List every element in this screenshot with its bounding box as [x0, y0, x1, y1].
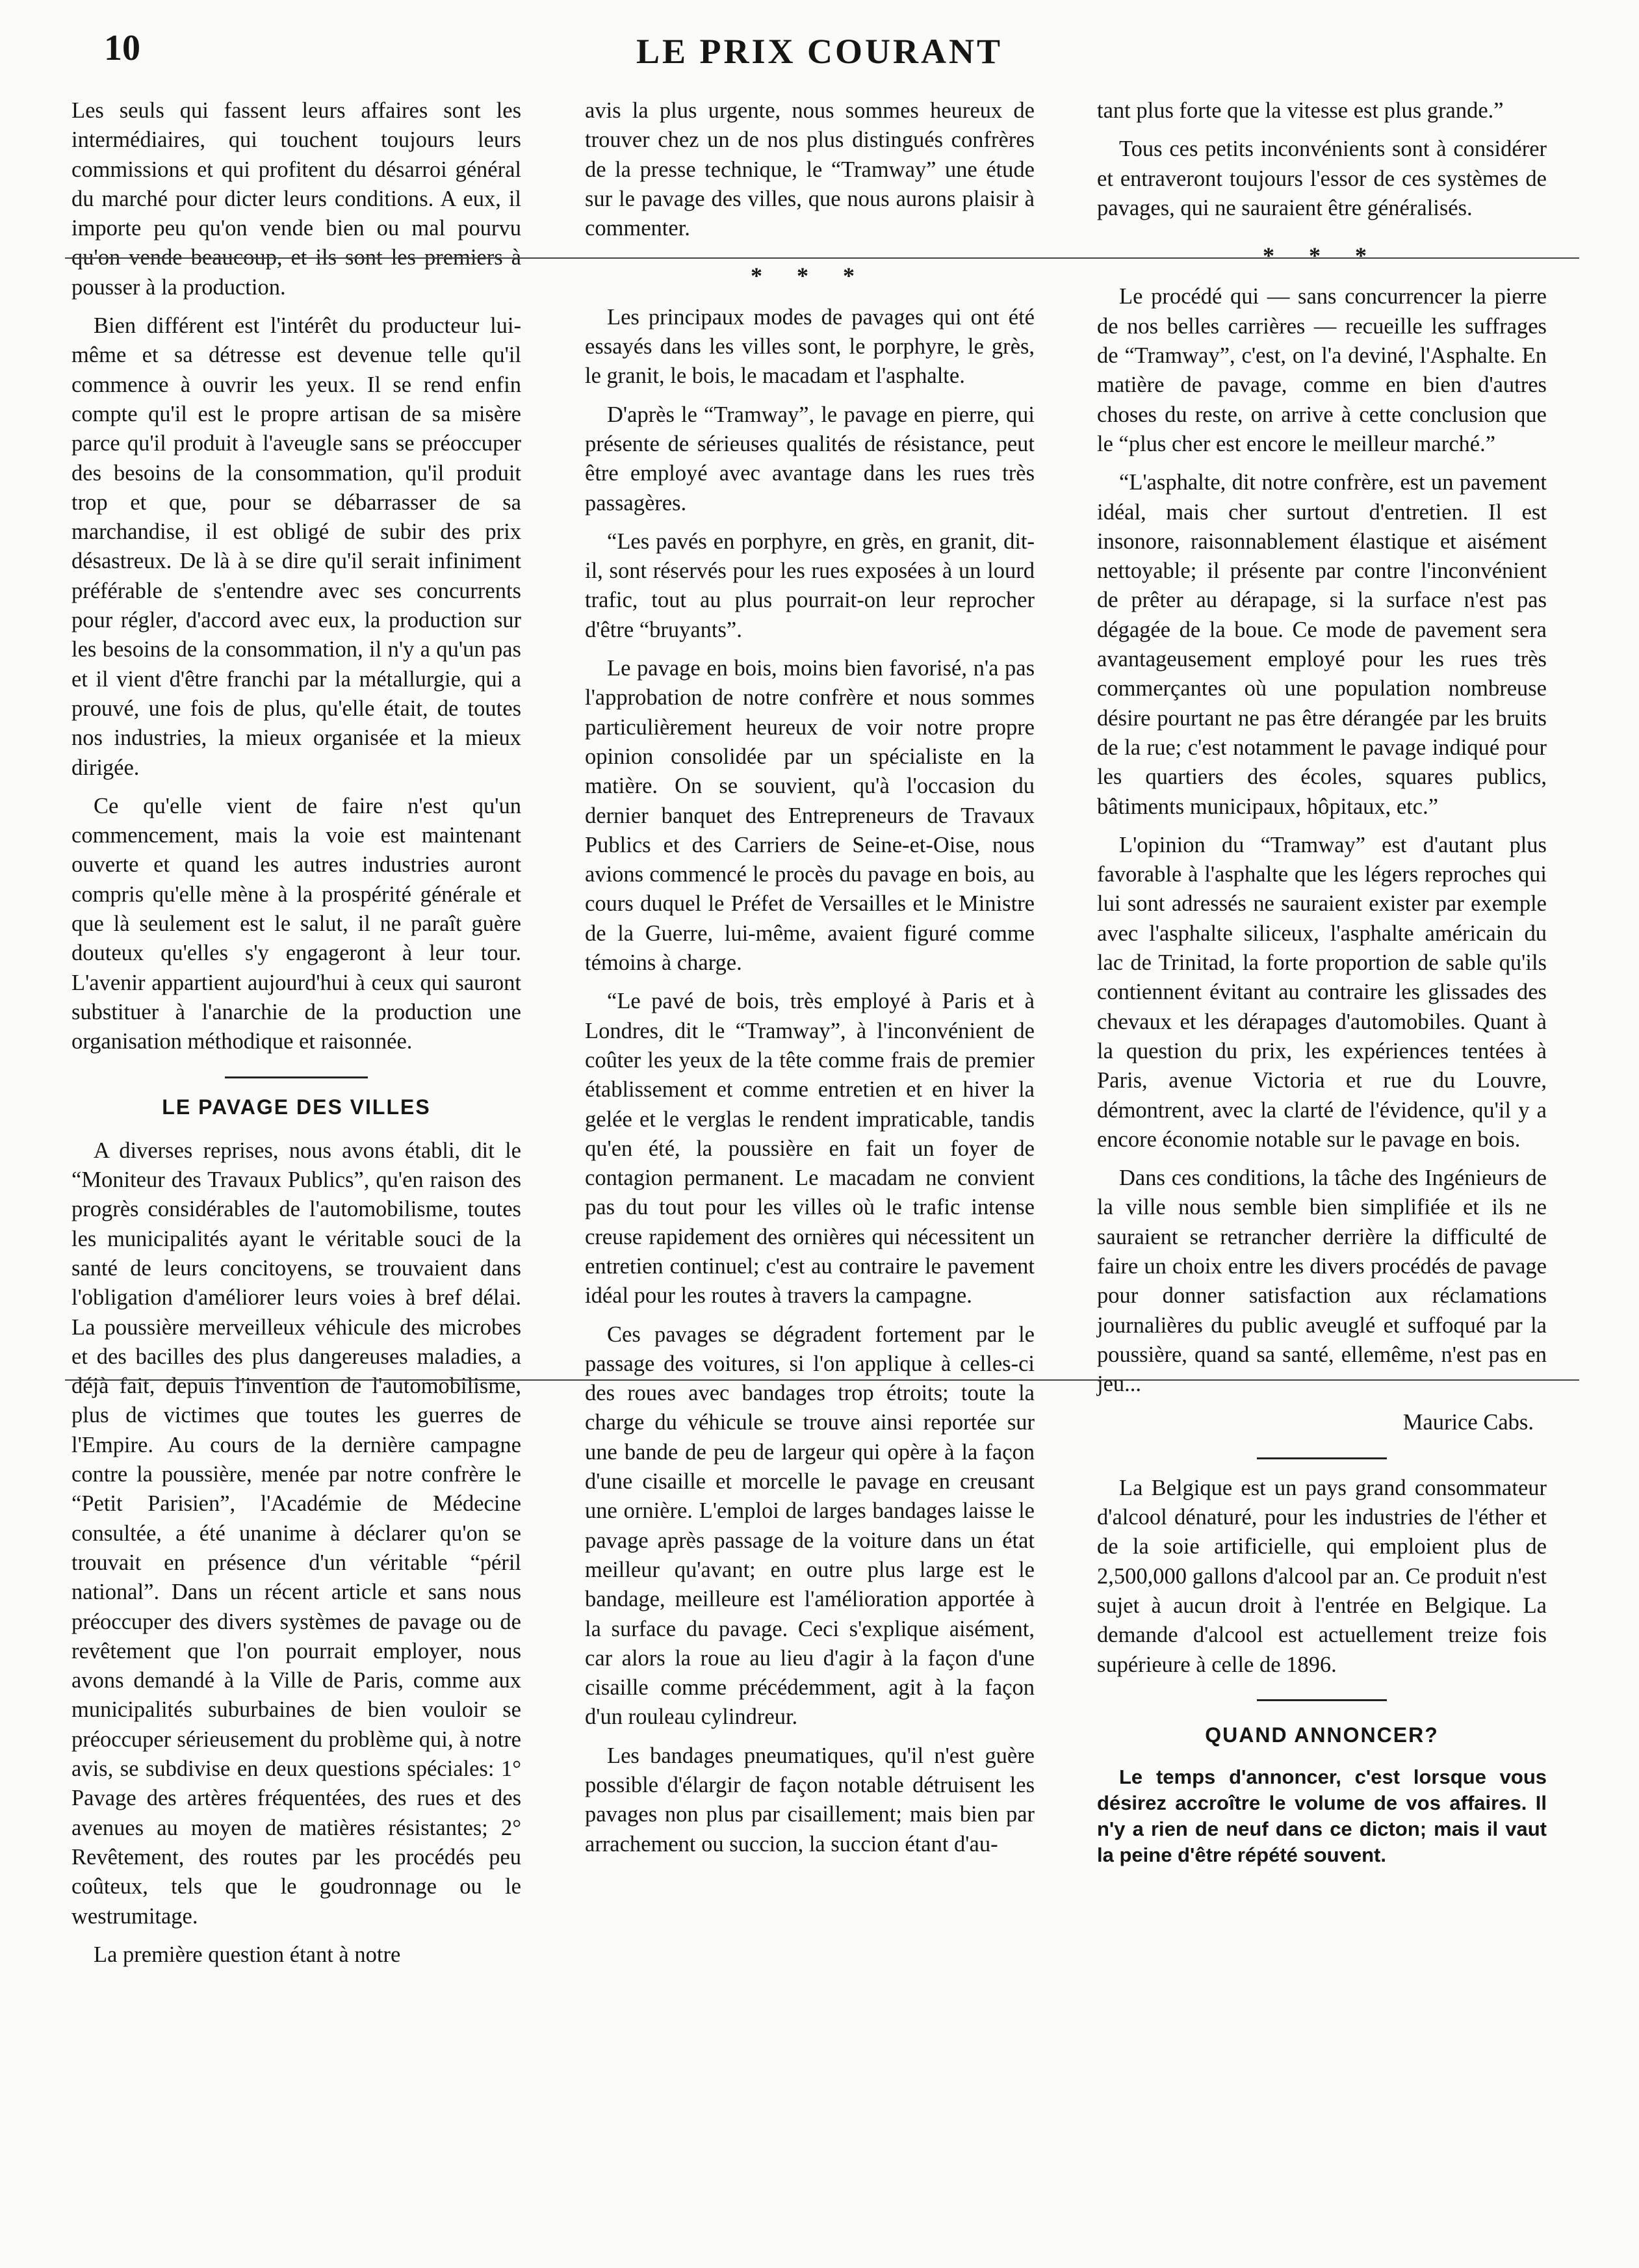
- page-number: 10: [104, 28, 140, 68]
- paragraph: Bien différent est l'intérêt du producteur lui-même et sa détresse est devenue telle qu'il commence à ouvrir les yeux. Il se rend enfin compte qu'il est le propre artisan de sa misère parce qu'il produit à l'aveugle sans se préoccuper des besoins de la consommation, qu'il produit trop et que, pour se débarrasser de sa marchandise, il est obligé de subir des prix désastreux. De là à se dire qu'il serait infiniment préférable de s'entendre avec ses concurrents pour régler, d'accord avec eux, la production sur les besoins de la consommation, il n'y a qu'un pas et il vient d'être franchi par la métallurgie, qui a prouvé, une fois de plus, qu'elle était, de toutes nos industries, la mieux organisée et la mieux dirigée.: [71, 313, 521, 780]
- section-stars: * * *: [1263, 242, 1381, 269]
- paragraph: tant plus forte que la vitesse est plus grande.”: [1097, 98, 1504, 123]
- section-divider: [1257, 1699, 1387, 1701]
- running-head: LE PRIX COURANT: [636, 32, 1003, 71]
- paragraph: La Belgique est un pays grand consommateur d'alcool dénaturé, pour les industries de l'éther et de la soie artificielle, qui emploient plus de 2,500,000 gallons d'alcool par an. Ce produit n'est sujet à aucun droit à l'entrée en Belgique. La demande d'alcool est actuellement treize fois supérieure à celle de 1896.: [1097, 1475, 1547, 1677]
- paragraph: “Le pavé de bois, très employé à Paris et à Londres, dit le “Tramway”, à l'inconvénient de coûter les yeux de la tête comme frais de premier établissement et comme entretien et en hiver la gelée et le verglas le rendent impraticable, tandis qu'en été, la poussière en fait un foyer de contagion permanent. Le macadam ne convient pas du tout pour les villes où le trafic intense creuse rapidement des ornières qui nécessitent un entretien continuel; c'est au contraire le pavement idéal pour les routes à travers la campagne.: [585, 989, 1035, 1309]
- section-divider: [1257, 1457, 1387, 1459]
- paragraph: Les bandages pneumatiques, qu'il n'est guère possible d'élargir de façon notable détruisent les pavages non plus par cisaillement; mais bien par arrachement ou succion, la succion étant d'au-: [585, 1743, 1035, 1857]
- paragraph: “Les pavés en porphyre, en grès, en granit, dit-il, sont réservés pour les rues exposées à un lourd trafic, tout au plus pourrait-on leur reprocher d'être “bruyants”.: [585, 528, 1035, 642]
- author-signature: Maurice Cabs.: [1402, 1410, 1534, 1435]
- paragraph: D'après le “Tramway”, le pavage en pierre, qui présente de sérieuses qualités de résistance, peut être employé avec avantage dans les rues très passagères.: [585, 402, 1035, 515]
- paragraph: Le procédé qui — sans concurrencer la pierre de nos belles carrières — recueille les suffrages de “Tramway”, c'est, on l'a deviné, l'Asphalte. En matière de pavage, comme en bien d'autres choses du reste, on arrive à cette conclusion que le “plus cher est encore le meilleur marché.”: [1097, 284, 1547, 456]
- paragraph: Dans ces conditions, la tâche des Ingénieurs de la ville nous semble bien simplifiée et ils ne sauraient se retrancher derrière la difficulté de faire un choix entre les divers procédés de pavage pour donner satisfaction aux réclamations journalières du public aveuglé et suffoqué par la poussière, quand sa santé, ellemême, n'est pas en jeu...: [1097, 1166, 1547, 1397]
- ad-title: QUAND ANNONCER?: [1205, 1723, 1439, 1747]
- column-1: [71, 96, 521, 1979]
- column-2: [585, 96, 1035, 1868]
- column-3: [1097, 96, 1547, 1877]
- section-title: LE PAVAGE DES VILLES: [162, 1095, 431, 1119]
- paragraph: Ce qu'elle vient de faire n'est qu'un commencement, mais la voie est maintenant ouverte et quand les autres industries auront compris qu'elle mène à la prospérité générale et que là seulement est le salut, il ne paraît guère douteux qu'elles s'y engageront à leur tour. L'avenir appartient aujourd'hui à ceux qui sauront substituer à l'anarchie de la production une organisation méthodique et raisonnée.: [71, 793, 521, 1054]
- paragraph: La première question étant à notre: [94, 1942, 401, 1967]
- paragraph: Les principaux modes de pavages qui ont été essayés dans les villes sont, le porphyre, le grès, le granit, le bois, le macadam et l'asphalte.: [585, 304, 1035, 389]
- section-stars: * * *: [751, 263, 869, 289]
- section-divider: [225, 1076, 368, 1078]
- paragraph: Tous ces petits inconvénients sont à considérer et entraveront toujours l'essor de ces systèmes de pavages, qui ne sauraient être généralisés.: [1097, 137, 1547, 220]
- fold-line: [65, 1379, 1579, 1381]
- paragraph: A diverses reprises, nous avons établi, dit le “Moniteur des Travaux Publics”, qu'en raison des progrès considérables de l'automobilisme, toutes les municipalités ayant le véritable souci de la santé de leurs concitoyens, se trouvaient dans l'obligation d'améliorer leurs voies à bref délai. La poussière merveilleux véhicule des microbes et des bacilles des plus dangereuses maladies, a déjà fait, depuis l'invention de l'automobilisme, plus de victimes que toutes les guerres de l'Empire. Au cours de la dernière campagne contre la poussière, menée par notre confrère le “Petit Parisien”, l'Académie de Médecine consultée, a été unanime à déclarer qu'on se trouvait en présence d'un véritable “péril national”. Dans un récent article et sans nous préoccuper des divers systèmes de pavage ou de revêtement que l'on pourrait employer, nous avons demandé à la Ville de Paris, comme aux municipalités suburbaines de bien vouloir se préoccuper sérieusement du problème qui, à notre avis, se subdivise en deux questions spéciales: 1° Pavage des artères fréquentées, des rues et des avenues au moyen de matières résistantes; 2° Revêtement, des routes par les procédés peu coûteux, tels que le goudronnage ou le westrumitage.: [71, 1138, 521, 1929]
- paragraph: Ces pavages se dégradent fortement par le passage des voitures, si l'on applique à celles-ci des roues avec bandages trop étroits; toute la charge du véhicule se trouve ainsi reportée sur une bande de peu de largeur qui opère à la façon d'une cisaille et morcelle le pavage en creusant une ornière. L'emploi de larges bandages laisse le pavage après passage de la voiture dans un état meilleur qu'avant; en outre plus large est le bandage, meilleure est l'amélioration apportée à la surface du pavage. Ceci s'explique aisément, car alors la roue au lieu d'agir à la façon d'une cisaille comme précédemment, agit à la façon d'un rouleau cylindreur.: [585, 1322, 1035, 1730]
- paragraph: Les seuls qui fassent leurs affaires sont les intermédiaires, qui touchent toujours leurs commissions et qui profitent du désarroi général du marché pour dicter leurs conditions. A eux, il importe peu qu'on vende bien ou mal pourvu qu'on vende beaucoup, et ils sont les premiers à pousser à la production.: [71, 98, 521, 300]
- paragraph: avis la plus urgente, nous sommes heureux de trouver chez un de nos plus distingués confrères de la presse technique, le “Tramway” une étude sur le pavage des villes, que nous aurons plaisir à commenter.: [585, 98, 1035, 241]
- fold-line: [65, 257, 1579, 259]
- ad-text: Le temps d'annoncer, c'est lorsque vous désirez accroître le volume de vos affaires. Il n'y a rien de neuf dans ce dicton; mais il vaut la peine d'être répété souvent.: [1097, 1766, 1547, 1867]
- paragraph: Le pavage en bois, moins bien favorisé, n'a pas l'approbation de notre confrère et nous sommes particulièrement heureux de voir notre propre opinion consolidée par un spécialiste en la matière. On se souvient, qu'à l'occasion du dernier banquet des Entrepreneurs de Travaux Publics et des Carriers de Seine-et-Oise, nous avions commencé le procès du pavage en bois, au cours duquel le Préfet de Versailles et le Ministre de la Guerre, lui-même, avaient figuré comme témoins à charge.: [585, 656, 1035, 976]
- paragraph: L'opinion du “Tramway” est d'autant plus favorable à l'asphalte que les légers reproches qui lui sont adressés ne sauraient exister par exemple avec l'asphalte siliceux, l'asphalte américain du lac de Trinitad, la forte proportion de sable qu'ils contiennent évitant au contraire les glissades des chevaux et les dérapages d'automobiles. Quant à la question du prix, les expériences tentées à Paris, avenue Victoria et rue du Louvre, démontrent, avec la clarté de l'évidence, qu'il y a encore économie notable sur le pavage en bois.: [1097, 832, 1547, 1152]
- paragraph: “L'asphalte, dit notre confrère, est un pavement idéal, mais cher surtout d'entretien. Il est insonore, raisonnablement élastique et aisément nettoyable; il présente par contre l'inconvénient de prêter au dérapage, si la surface n'est pas dégagée de la boue. Ce mode de pavement sera avantageusement employé pour les rues très commerçantes où une population nombreuse désire pourtant ne pas être dérangée par les bruits de la rue; c'est notamment le pavage indiqué pour les quartiers des écoles, squares publics, bâtiments municipaux, hôpitaux, etc.”: [1097, 470, 1547, 819]
